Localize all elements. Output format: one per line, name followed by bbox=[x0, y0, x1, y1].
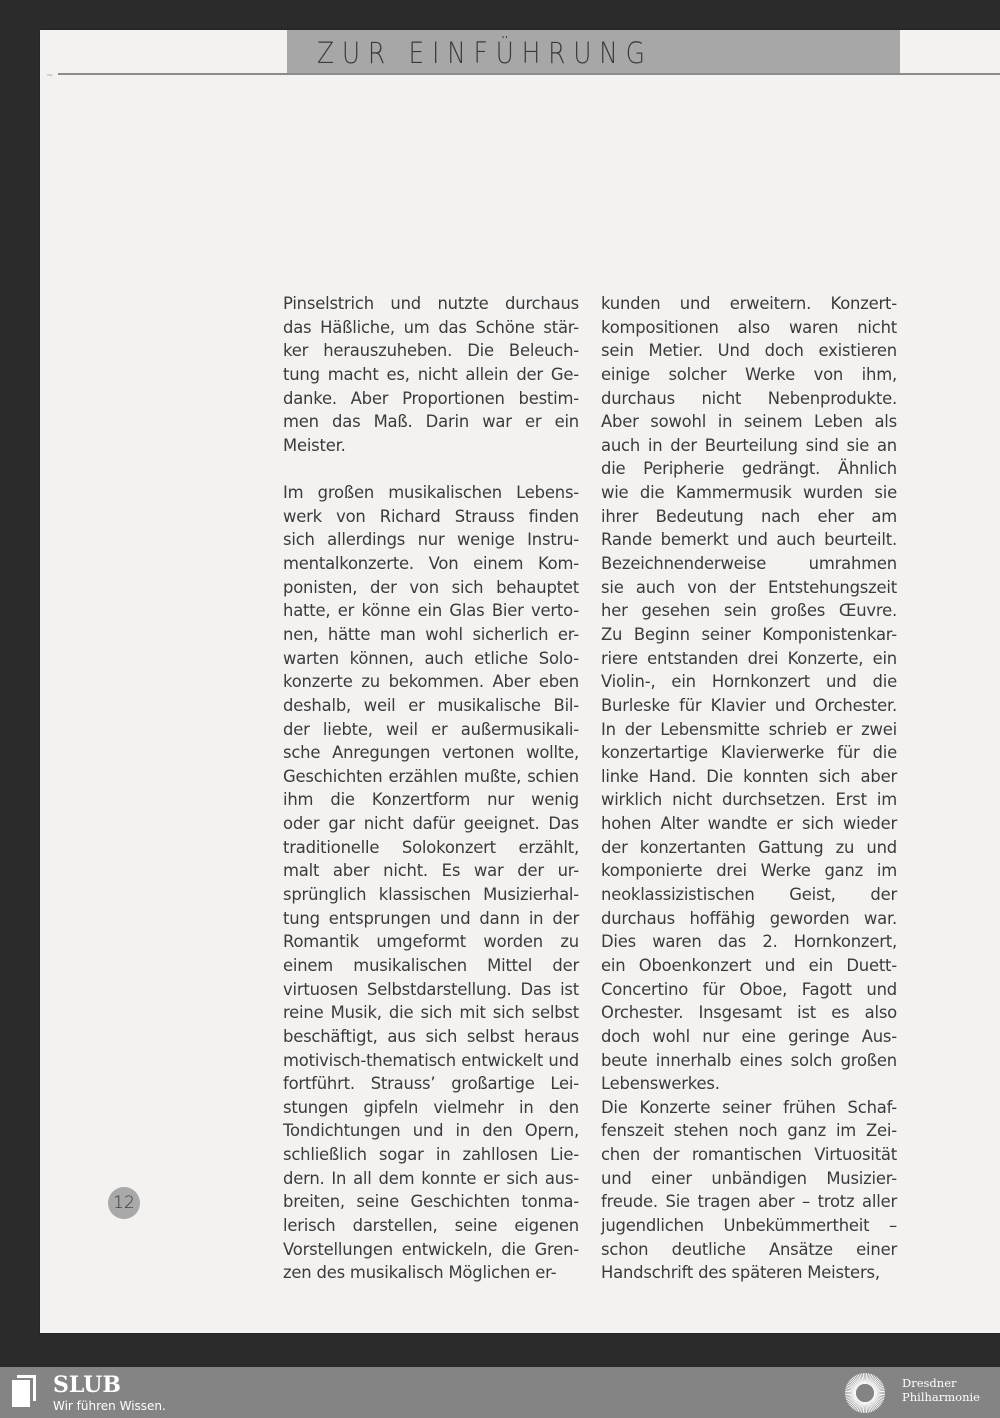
text-line bbox=[283, 1143, 579, 1167]
text-line-content: beute innerhalb eines solch großen bbox=[601, 1050, 897, 1070]
text-line bbox=[283, 836, 579, 860]
text-line-content: deshalb, weil er musikalische Bil- bbox=[283, 695, 579, 715]
text-line bbox=[283, 363, 579, 387]
text-line-content: warten können, auch etliche Solo- bbox=[283, 648, 579, 668]
text-line bbox=[283, 410, 579, 434]
text-line bbox=[601, 1072, 897, 1096]
text-line-content: ihm die Konzertform nur wenig bbox=[283, 790, 579, 810]
text-line bbox=[601, 883, 897, 907]
paragraph bbox=[601, 1096, 897, 1285]
text-line-content: her gesehen sein großes Œuvre. bbox=[601, 601, 897, 621]
text-line bbox=[283, 576, 579, 600]
text-line bbox=[283, 1190, 579, 1214]
text-line bbox=[601, 434, 897, 458]
text-line-content: schließlich sogar in zahllosen Lie- bbox=[283, 1145, 579, 1165]
text-line bbox=[601, 363, 897, 387]
dresdner-philharmonie-logo-text[interactable] bbox=[902, 1376, 980, 1404]
text-line bbox=[283, 1119, 579, 1143]
text-line bbox=[283, 670, 579, 694]
text-line bbox=[283, 1238, 579, 1262]
text-line bbox=[283, 1214, 579, 1238]
text-line-content: Vorstellungen entwickeln, die Gren- bbox=[283, 1239, 579, 1259]
text-line bbox=[601, 481, 897, 505]
text-line-content: dern. In all dem konnte er sich aus- bbox=[283, 1168, 579, 1188]
text-line-content: sprünglich klassischen Musizierhal- bbox=[283, 885, 579, 905]
text-line bbox=[601, 718, 897, 742]
text-line-content: In der Lebensmitte schrieb er zwei bbox=[601, 719, 897, 739]
text-line-content: virtuosen Selbstdarstellung. Das ist bbox=[283, 979, 579, 999]
text-line-content: jugendlichen Unbekümmertheit – bbox=[601, 1215, 897, 1235]
text-line-content: einige solcher Werke von ihm, bbox=[601, 364, 897, 384]
text-line-content: durchaus nicht Nebenprodukte. bbox=[601, 388, 897, 408]
text-line-content: schon deutliche Ansätze einer bbox=[601, 1239, 897, 1259]
text-line-content: ponisten, der von sich behauptet bbox=[283, 577, 579, 597]
text-line bbox=[283, 788, 579, 812]
text-line-content: zen des musikalisch Möglichen er- bbox=[283, 1263, 557, 1283]
text-line bbox=[601, 387, 897, 411]
text-line bbox=[601, 1001, 897, 1025]
text-line-content: ker herauszuheben. Die Beleuch- bbox=[283, 341, 579, 361]
viewer-footer-bar bbox=[0, 1367, 1000, 1418]
text-line bbox=[283, 930, 579, 954]
text-line bbox=[283, 339, 579, 363]
text-line bbox=[283, 552, 579, 576]
slub-logo-text[interactable]: SLUB bbox=[53, 1372, 121, 1398]
text-line-content: konzertartige Klavierwerke für die bbox=[601, 743, 897, 763]
text-line bbox=[601, 954, 897, 978]
text-line bbox=[283, 1001, 579, 1025]
text-line bbox=[283, 1072, 579, 1096]
text-line-content: Orchester. Insgesamt ist es also bbox=[601, 1003, 897, 1023]
text-line bbox=[601, 528, 897, 552]
text-line-content: hohen Alter wandte er sich wieder bbox=[601, 814, 897, 834]
text-line-content: fortführt. Strauss’ großartige Lei- bbox=[283, 1074, 579, 1094]
text-line-content: men das Maß. Darin war er ein bbox=[283, 412, 579, 432]
text-line bbox=[601, 292, 897, 316]
text-line bbox=[601, 457, 897, 481]
text-line bbox=[601, 1190, 897, 1214]
text-line-content: der liebte, weil er außermusikali- bbox=[283, 719, 579, 739]
scan-corner-mark: ~ bbox=[46, 71, 54, 81]
text-line bbox=[601, 978, 897, 1002]
text-column-right bbox=[601, 292, 897, 1285]
paragraph-gap bbox=[283, 457, 579, 481]
text-line bbox=[601, 647, 897, 671]
text-line bbox=[601, 670, 897, 694]
text-line-content: neoklassizistischen Geist, der bbox=[601, 885, 897, 905]
text-line-content: durchaus hoffähig geworden war. bbox=[601, 908, 897, 928]
text-line bbox=[283, 859, 579, 883]
sunburst-center bbox=[856, 1384, 874, 1402]
text-line-content: tung macht es, nicht allein der Ge- bbox=[283, 364, 579, 384]
text-line bbox=[601, 1238, 897, 1262]
text-line bbox=[283, 765, 579, 789]
text-line bbox=[601, 930, 897, 954]
paragraph bbox=[283, 292, 579, 457]
text-line-content: Handschrift des späteren Meisters, bbox=[601, 1263, 880, 1283]
text-line bbox=[283, 741, 579, 765]
text-line bbox=[601, 316, 897, 340]
text-line-content: reine Musik, die sich mit sich selbst bbox=[283, 1003, 579, 1023]
text-line bbox=[601, 694, 897, 718]
text-line bbox=[283, 1096, 579, 1120]
text-line-content: sie auch von der Entstehungszeit bbox=[601, 577, 897, 597]
text-line-content: doch wohl nur eine geringe Aus- bbox=[601, 1026, 897, 1046]
text-line bbox=[601, 410, 897, 434]
text-line-content: Violin-, ein Hornkonzert und die bbox=[601, 672, 897, 692]
text-line-content: Pinselstrich und nutzte durchaus bbox=[283, 294, 579, 313]
text-line-content: oder gar nicht dafür geeignet. Das bbox=[283, 814, 579, 834]
text-line bbox=[283, 599, 579, 623]
text-line-content: motivisch-thematisch entwickelt und bbox=[283, 1050, 579, 1070]
text-line bbox=[283, 694, 579, 718]
text-line-content: Zu Beginn seiner Komponistenkar- bbox=[601, 624, 897, 644]
text-line-content: das Häßliche, um das Schöne stär- bbox=[283, 317, 579, 337]
text-line bbox=[601, 1096, 897, 1120]
text-line-content: danke. Aber Proportionen bestim- bbox=[283, 388, 579, 408]
text-line-content: Tondichtungen und in den Opern, bbox=[283, 1121, 579, 1141]
text-line-content: breiten, seine Geschichten tonma- bbox=[283, 1192, 579, 1212]
text-line-content: komponierte drei Werke ganz im bbox=[601, 861, 897, 881]
text-line-content: wirklich nicht durchsetzen. Erst im bbox=[601, 790, 897, 810]
text-line bbox=[283, 978, 579, 1002]
text-line-content: wie die Kammermusik wurden sie bbox=[601, 483, 897, 503]
dresdner-philharmonie-sunburst-icon bbox=[843, 1371, 887, 1415]
text-line-content: und einer unbändigen Musizier- bbox=[601, 1168, 897, 1188]
text-line bbox=[283, 647, 579, 671]
text-line-content: die Peripherie gedrängt. Ähnlich bbox=[601, 459, 897, 479]
slub-book-icon bbox=[12, 1375, 38, 1407]
text-line bbox=[283, 316, 579, 340]
text-line-content: beschäftigt, aus sich selbst heraus bbox=[283, 1026, 579, 1046]
text-line-content: ihrer Bedeutung nach eher am bbox=[601, 506, 897, 526]
text-line-content: hatte, er könne ein Glas Bier verto- bbox=[283, 601, 579, 621]
text-line-content: Im großen musikalischen Lebens- bbox=[283, 483, 579, 503]
text-line bbox=[283, 481, 579, 505]
text-line-content: sche Anregungen vertonen wollte, bbox=[283, 743, 579, 763]
text-line bbox=[601, 1025, 897, 1049]
text-line bbox=[601, 576, 897, 600]
text-line-content: Burleske für Klavier und Orchester. bbox=[601, 695, 897, 715]
text-line bbox=[601, 623, 897, 647]
text-line bbox=[601, 812, 897, 836]
text-line-content: kompositionen also waren nicht bbox=[601, 317, 897, 337]
text-line-content: fenszeit stehen noch ganz im Zei- bbox=[601, 1121, 897, 1141]
text-line bbox=[283, 812, 579, 836]
text-line-content: tung entsprungen und dann in der bbox=[283, 908, 579, 928]
text-line-content: sein Metier. Und doch existieren bbox=[601, 341, 897, 361]
text-line bbox=[601, 1143, 897, 1167]
text-line-content: Dies waren das 2. Hornkonzert, bbox=[601, 932, 897, 952]
section-header-band bbox=[287, 30, 900, 73]
text-line-content: Meister. bbox=[283, 435, 346, 455]
text-line-content: Die Konzerte seiner frühen Schaf- bbox=[601, 1097, 897, 1117]
text-line-content: auch in der Beurteilung sind sie an bbox=[601, 435, 897, 455]
text-line bbox=[601, 339, 897, 363]
text-line-content: der konzertanten Gattung zu und bbox=[601, 837, 897, 857]
text-line bbox=[601, 765, 897, 789]
text-line bbox=[601, 1119, 897, 1143]
text-line bbox=[283, 1261, 579, 1285]
text-line bbox=[283, 387, 579, 411]
partner-name-line1: Dresdner bbox=[902, 1376, 957, 1390]
text-line-content: Bezeichnenderweise umrahmen bbox=[601, 554, 897, 574]
text-line bbox=[601, 552, 897, 576]
text-line bbox=[601, 836, 897, 860]
text-line-content: riere entstanden drei Konzerte, ein bbox=[601, 648, 897, 668]
text-line bbox=[283, 718, 579, 742]
document-page bbox=[40, 30, 1000, 1333]
partner-name-line2: Philharmonie bbox=[902, 1390, 980, 1404]
text-line-content: stungen gipfeln vielmehr in den bbox=[283, 1097, 579, 1117]
text-line-content: werk von Richard Strauss finden bbox=[283, 506, 579, 526]
text-line bbox=[283, 883, 579, 907]
text-line-content: Lebenswerkes. bbox=[601, 1074, 720, 1094]
text-line-content: mentalkonzerte. Von einem Kom- bbox=[283, 554, 579, 574]
paragraph bbox=[601, 292, 897, 1096]
text-line bbox=[601, 1049, 897, 1073]
text-line bbox=[601, 907, 897, 931]
text-line-content: Rande bemerkt und auch beurteilt. bbox=[601, 530, 897, 550]
text-line-content: Geschichten erzählen mußte, schien bbox=[283, 766, 579, 786]
text-line bbox=[283, 1025, 579, 1049]
text-line bbox=[601, 1261, 897, 1285]
page-number-badge: 12 bbox=[108, 1187, 140, 1219]
text-line bbox=[601, 859, 897, 883]
text-line-content: lerisch darstellen, seine eigenen bbox=[283, 1215, 579, 1235]
text-line-content: linke Hand. Die konnten sich aber bbox=[601, 766, 897, 786]
text-line bbox=[601, 505, 897, 529]
text-line bbox=[283, 1049, 579, 1073]
text-line bbox=[283, 907, 579, 931]
text-line bbox=[283, 1167, 579, 1191]
text-line bbox=[283, 505, 579, 529]
text-line bbox=[601, 788, 897, 812]
text-line-content: ein Oboenkonzert und ein Duett- bbox=[601, 955, 897, 975]
text-line-content: einem musikalischen Mittel der bbox=[283, 955, 579, 975]
paragraph bbox=[283, 481, 579, 1285]
slub-tagline: Wir führen Wissen. bbox=[53, 1399, 166, 1413]
text-line-content: Aber sowohl in seinem Leben als bbox=[601, 412, 897, 432]
text-line bbox=[283, 434, 579, 458]
text-line-content: traditionelle Solokonzert erzählt, bbox=[283, 837, 579, 857]
text-line bbox=[601, 599, 897, 623]
text-line-content: kunden und erweitern. Konzert- bbox=[601, 294, 897, 313]
text-line-content: Concertino für Oboe, Fagott und bbox=[601, 979, 897, 999]
text-line-content: malt aber nicht. Es war der ur- bbox=[283, 861, 579, 881]
text-line-content: konzerte zu bekommen. Aber eben bbox=[283, 672, 579, 692]
text-line bbox=[283, 623, 579, 647]
text-line bbox=[283, 528, 579, 552]
text-line-content: chen der romantischen Virtuosität bbox=[601, 1145, 897, 1165]
text-line bbox=[283, 292, 579, 316]
text-column-left bbox=[283, 292, 579, 1285]
section-title: ZUR EINFÜHRUNG bbox=[317, 36, 653, 70]
text-line-content: freude. Sie tragen aber – trotz aller bbox=[601, 1192, 897, 1212]
text-line-content: sich allerdings nur wenige Instru- bbox=[283, 530, 579, 550]
header-divider bbox=[58, 73, 1000, 75]
text-line bbox=[601, 741, 897, 765]
text-line bbox=[283, 954, 579, 978]
text-line-content: nen, hätte man wohl sicherlich er- bbox=[283, 624, 579, 644]
text-line-content: Romantik umgeformt worden zu bbox=[283, 932, 579, 952]
text-line bbox=[601, 1167, 897, 1191]
text-line bbox=[601, 1214, 897, 1238]
